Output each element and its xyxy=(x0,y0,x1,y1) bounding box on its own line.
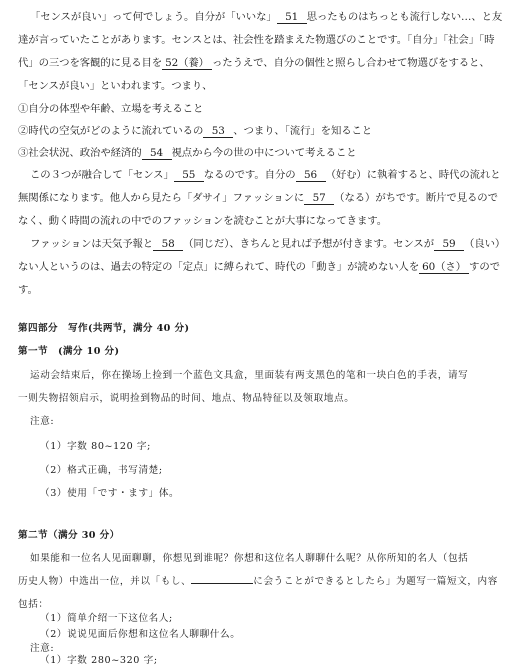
passage-line-8 xyxy=(30,168,508,182)
section2-prompt-line-1: 如果能和一位名人见面聊聊，你想见到谁呢？你想和这位名人聊聊什么呢？从你所知的名人（包括 xyxy=(30,553,469,564)
passage-line-1 xyxy=(30,10,508,24)
passage-text: ファッションは天気予報と xyxy=(30,238,154,250)
section1-requirement-1: （1）字数 80~120 字; xyxy=(40,441,151,452)
passage-line-7 xyxy=(18,146,508,160)
passage-line-6 xyxy=(18,124,508,138)
passage-text: 代」の三つを客観的に見る目を xyxy=(18,57,163,69)
passage-text: （なる）がちです。断片で見るので xyxy=(334,192,498,204)
blank-59: 59 xyxy=(434,238,464,251)
blank-54: 54 xyxy=(142,147,172,160)
section1-requirement-2: （2）格式正确，书写清楚; xyxy=(40,465,163,476)
passage-line-3 xyxy=(18,56,508,70)
blank-53: 53 xyxy=(203,125,233,138)
blank-55: 55 xyxy=(174,169,204,182)
passage-text: 無関係になります。他人から見たら「ダサイ」ファッションに xyxy=(18,192,305,204)
title-blank xyxy=(191,583,253,584)
section1-prompt-line-2: 一则失物招领启示，说明捡到物品的时间、地点、物品特征以及领取地点。 xyxy=(18,393,355,404)
passage-text: ②時代の空気がどのように流れているの xyxy=(18,125,204,137)
passage-line-13: す。 xyxy=(18,284,38,296)
passage-text: すので xyxy=(469,261,500,273)
section2-content-1: （1）简单介绍一下这位名人; xyxy=(40,613,173,624)
passage-text: ったうえで、自分の個性と照らし合わせて物選びをすると、 xyxy=(211,57,490,69)
passage-text: この３つが融合して「センス」 xyxy=(30,169,174,181)
section1-prompt-line-1: 运动会结束后，你在操场上捡到一个蓝色文具盒，里面装有两支黑色的笔和一块白色的手表，请写 xyxy=(30,370,469,381)
passage-line-12 xyxy=(18,260,508,274)
blank-60: 60（さ） xyxy=(419,261,469,274)
section1-title: 第一节 (满分 10 分) xyxy=(18,346,120,357)
blank-58: 58 xyxy=(153,238,183,251)
passage-text: （良い） xyxy=(464,238,506,250)
blank-51: 51 xyxy=(277,11,307,24)
section1-note-label: 注意: xyxy=(30,416,55,427)
prompt-text: に会うことができるとしたら」为题写一篇短文，内容 xyxy=(253,576,498,587)
passage-text: 思ったものはちっとも流行しない…、と友 xyxy=(306,11,503,23)
section2-prompt-line-3: 包括： xyxy=(18,599,49,610)
section2-requirement-1: （1）字数 280~320 字; xyxy=(40,655,158,666)
section2-title: 第二节（满分 30 分） xyxy=(18,530,120,541)
passage-line-11 xyxy=(30,237,508,251)
passage-line-9 xyxy=(18,191,508,205)
section2-note: 注意: xyxy=(30,643,55,654)
blank-56: 56 xyxy=(296,169,326,182)
passage-text: なるのです。自分の xyxy=(203,169,296,181)
passage-line-4: 「センスが良い」といわれます。つまり、 xyxy=(18,80,213,92)
prompt-text: 历史人物）中选出一位，并以「もし、 xyxy=(18,576,192,587)
section2-prompt-line-2 xyxy=(18,575,508,589)
passage-text: ない人というのは、過去の特定の「定点」に縛られて、時代の「動き」が読めない人を xyxy=(18,261,420,273)
passage-line-2: 達が言っていたことがあります。センスとは、社会性を踏まえた物選びのことです。「自分」「社会」「時 xyxy=(18,34,495,46)
part4-title: 第四部分 写作(共两节，满分 40 分) xyxy=(18,323,190,334)
passage-line-5: ①自分の体型や年齢、立場を考えること xyxy=(18,103,204,115)
passage-text: 視点から今の世の中について考えること xyxy=(171,147,357,159)
passage-line-10: なく、動く時間の流れの中でのファッションを読むことが大事になってきます。 xyxy=(18,215,388,227)
section2-content-2: （2）说说见面后你想和这位名人聊聊什么。 xyxy=(40,629,241,640)
passage-text: 「センスが良い」って何でしょう。自分が「いいな」 xyxy=(30,11,277,23)
passage-text: ③社会状況、政治や経済的 xyxy=(18,147,142,159)
blank-57: 57 xyxy=(304,192,334,205)
section1-requirement-3: （3）使用「です・ます」体。 xyxy=(40,488,180,499)
passage-text: 、つまり、「流行」を知ること xyxy=(233,125,373,137)
blank-52: 52（養） xyxy=(162,57,212,70)
passage-text: （同じだ）、きちんと見れば予想が付きます。センスが xyxy=(183,238,434,250)
passage-text: （好む）に執着すると、時代の流れと xyxy=(325,169,501,181)
